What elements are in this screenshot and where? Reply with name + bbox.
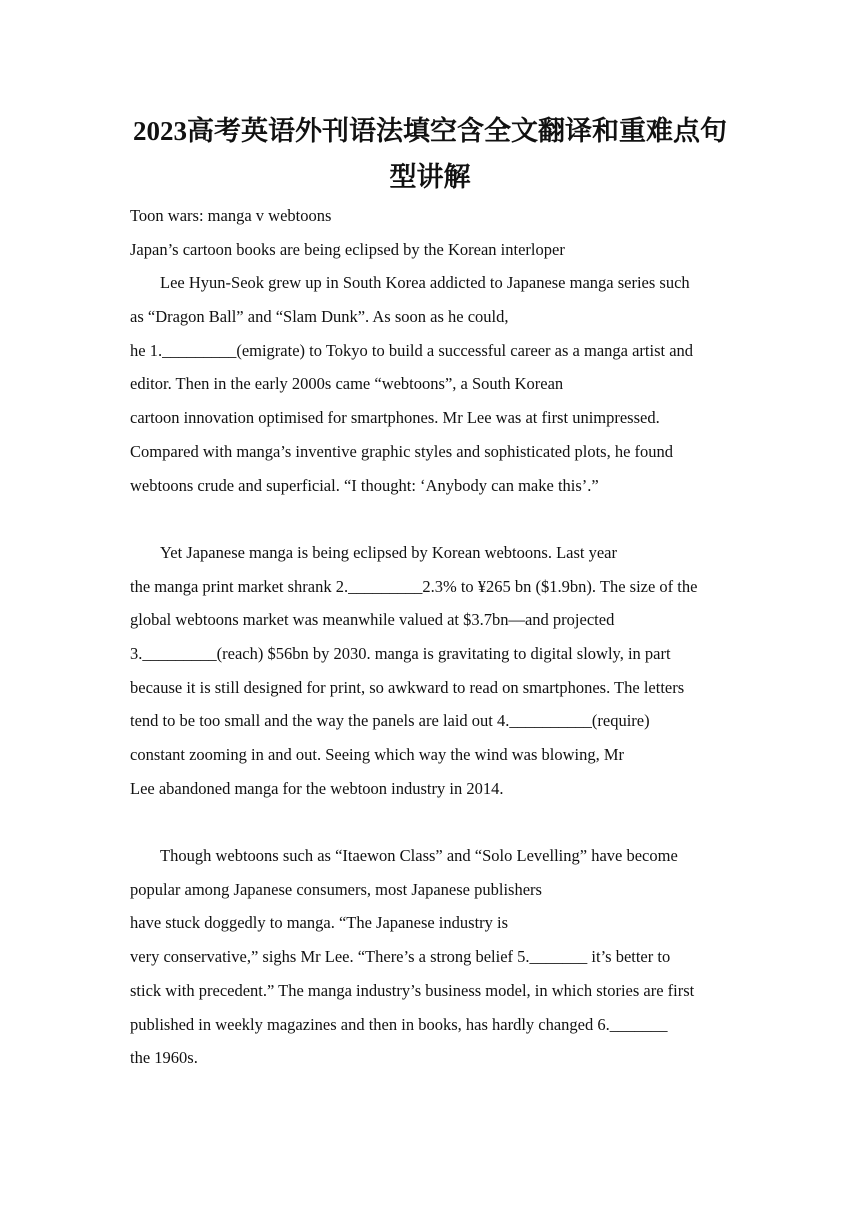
paragraph-line: tend to be too small and the way the panels are laid out 4.__________(require) xyxy=(130,711,650,731)
title-line-2: 型讲解 xyxy=(389,162,471,193)
title-text-1: 高考英语外刊语法填空含全文翻译和重难点句 xyxy=(187,116,727,147)
paragraph-line: have stuck doggedly to manga. “The Japanese industry is xyxy=(130,913,509,933)
document-title xyxy=(120,108,740,201)
paragraph-line: published in weekly magazines and then in books, has hardly changed 6._______ xyxy=(130,1014,668,1034)
paragraph-line: very conservative,” sighs Mr Lee. “There’s a strong belief 5._______ it’s better to xyxy=(130,947,671,967)
paragraph-gap xyxy=(130,805,750,839)
paragraph-1 xyxy=(130,266,750,502)
paragraph-line: as “Dragon Ball” and “Slam Dunk”. As soon as he could, xyxy=(130,307,509,327)
paragraph-line: constant zooming in and out. Seeing which way the wind was blowing, Mr xyxy=(130,745,625,764)
article-body xyxy=(130,199,750,1075)
paragraph-gap xyxy=(130,502,750,536)
title-year: 2023 xyxy=(133,116,187,146)
paragraph-line: 3._________(reach) $56bn by 2030. manga is gravitating to digital slowly, in part xyxy=(130,643,671,663)
paragraph-line: Lee Hyun-Seok grew up in South Korea addicted to Japanese manga series such xyxy=(160,273,690,293)
paragraph-line: stick with precedent.” The manga industry’s business model, in which stories are first xyxy=(130,980,695,1000)
paragraph-line: editor. Then in the early 2000s came “webtoons”, a South Korean xyxy=(130,374,564,394)
paragraph-line: global webtoons market was meanwhile valued at $3.7bn—and projected xyxy=(130,610,615,630)
title-line-1 xyxy=(120,108,740,155)
paragraph-line: Yet Japanese manga is being eclipsed by Korean webtoons. Last year xyxy=(160,542,617,562)
paragraph-line: because it is still designed for print, so awkward to read on smartphones. The letters xyxy=(130,677,685,697)
article-headline: Toon wars: manga v webtoons xyxy=(130,206,332,225)
article-subheadline: Japan’s cartoon books are being eclipsed by the Korean interloper xyxy=(130,239,565,259)
paragraph-line: the 1960s. xyxy=(130,1048,198,1068)
paragraph-line: Lee abandoned manga for the webtoon industry in 2014. xyxy=(130,778,504,798)
paragraph-line: he 1._________(emigrate) to Tokyo to build a successful career as a manga artist and xyxy=(130,340,694,360)
paragraph-2 xyxy=(130,536,750,806)
paragraph-line: the manga print market shrank 2._________2.3% to ¥265 bn ($1.9bn). The size of the xyxy=(130,576,698,596)
paragraph-line: Though webtoons such as “Itaewon Class” and “Solo Levelling” have become xyxy=(160,846,678,866)
paragraph-line: Compared with manga’s inventive graphic styles and sophisticated plots, he found xyxy=(130,441,674,461)
paragraph-line: webtoons crude and superficial. “I thought: ‘Anybody can make this’.” xyxy=(130,475,599,495)
paragraph-line: popular among Japanese consumers, most Japanese publishers xyxy=(130,879,542,899)
paragraph-3 xyxy=(130,839,750,1075)
paragraph-line: cartoon innovation optimised for smartphones. Mr Lee was at first unimpressed. xyxy=(130,408,660,428)
